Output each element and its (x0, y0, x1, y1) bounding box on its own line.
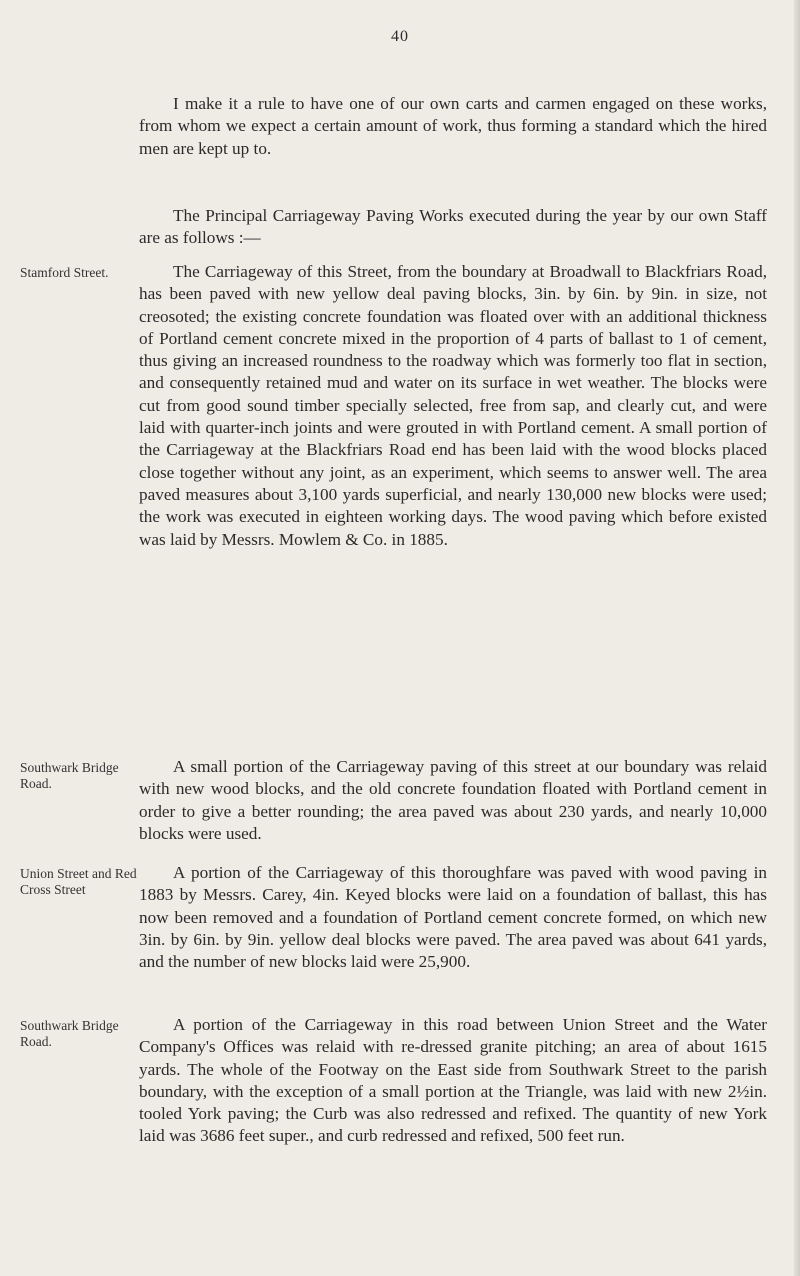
paragraph-union-street (139, 862, 767, 973)
paragraph-text: I make it a rule to have one of our own carts and carmen engaged on these works, from whom we expect a certain amount of work, thus forming a standard which the hired men are kept up to. (139, 94, 767, 158)
paragraph-text: A portion of the Carriageway of this thoroughfare was paved with wood paving in 1883 by Messrs. Carey, 4in. Keyed blocks were laid on a foundation of ballast, this has now been removed and a foundation of Portland cement concrete formed, on which new 3in. by 6in. by 9in. yellow deal blocks were paved. The area paved was about 641 yards, and the number of new blocks laid were 25,900. (139, 863, 767, 972)
paragraph-text: The Carriageway of this Street, from the boundary at Broadwall to Blackfriars Road, has been paved with new yellow deal paving blocks, 3in. by 6in. by 9in. in size, not creosoted; the existing concrete foundation was floated over with an additional thickness of Portland cement concrete mixed in the proportion of 4 parts of ballast to 1 of cement, thus giving an increased roundness to the roadway which was formerly too flat in section, and consequently retained mud and water on its surface in wet weather. The blocks were cut from good sound timber specially selected, free from sap, and clearly cut, and were laid with quarter-inch joints and were grouted in with Portland cement. A small portion of the Carriageway at the Blackfriars Road end has been laid with the wood blocks placed close together without any joint, as an experiment, which seems to answer well. The area paved measures about 3,100 yards superficial, and nearly 130,000 new blocks were used; the work was executed in eighteen working days. The wood paving which before existed was laid by Messrs. Mowlem & Co. in 1885. (139, 262, 767, 549)
paragraph-stamford-street (139, 261, 767, 551)
margin-note-union-street: Union Street and Red Cross Street (20, 866, 137, 897)
paragraph-carts-and-carmen (139, 93, 767, 160)
paragraph-southwark-bridge-road-1 (139, 756, 767, 845)
page-edge-shadow (794, 0, 800, 1276)
paragraph-text: The Principal Carriageway Paving Works executed during the year by our own Staff are as follows :— (139, 206, 767, 248)
margin-note-southwark-bridge-road-1: Southwark Bridge Road. (20, 760, 119, 791)
paragraph-text: A portion of the Carriageway in this road between Union Street and the Water Company's Offices was relaid with re-dressed granite pitching; an area of about 1615 yards. The whole of the Footway on the East side from Southwark Street to the parish boundary, with the exception of a small portion at the Triangle, was laid with new 2½in. tooled York paving; the Curb was also redressed and refixed. The quantity of new York laid was 3686 feet super., and curb redressed and refixed, 500 feet run. (139, 1015, 767, 1146)
page-number: 40 (391, 28, 409, 45)
margin-note-southwark-bridge-road-2: Southwark Bridge Road. (20, 1018, 119, 1049)
margin-note-stamford-street: Stamford Street. (20, 265, 109, 280)
paragraph-principal-works-intro (139, 205, 767, 250)
paragraph-southwark-bridge-road-2 (139, 1014, 767, 1148)
paragraph-text: A small portion of the Carriageway paving of this street at our boundary was relaid with new wood blocks, and the old concrete foundation floated with Portland cement in order to give a better rounding; the area paved was about 230 yards, and nearly 10,000 blocks were used. (139, 757, 767, 843)
